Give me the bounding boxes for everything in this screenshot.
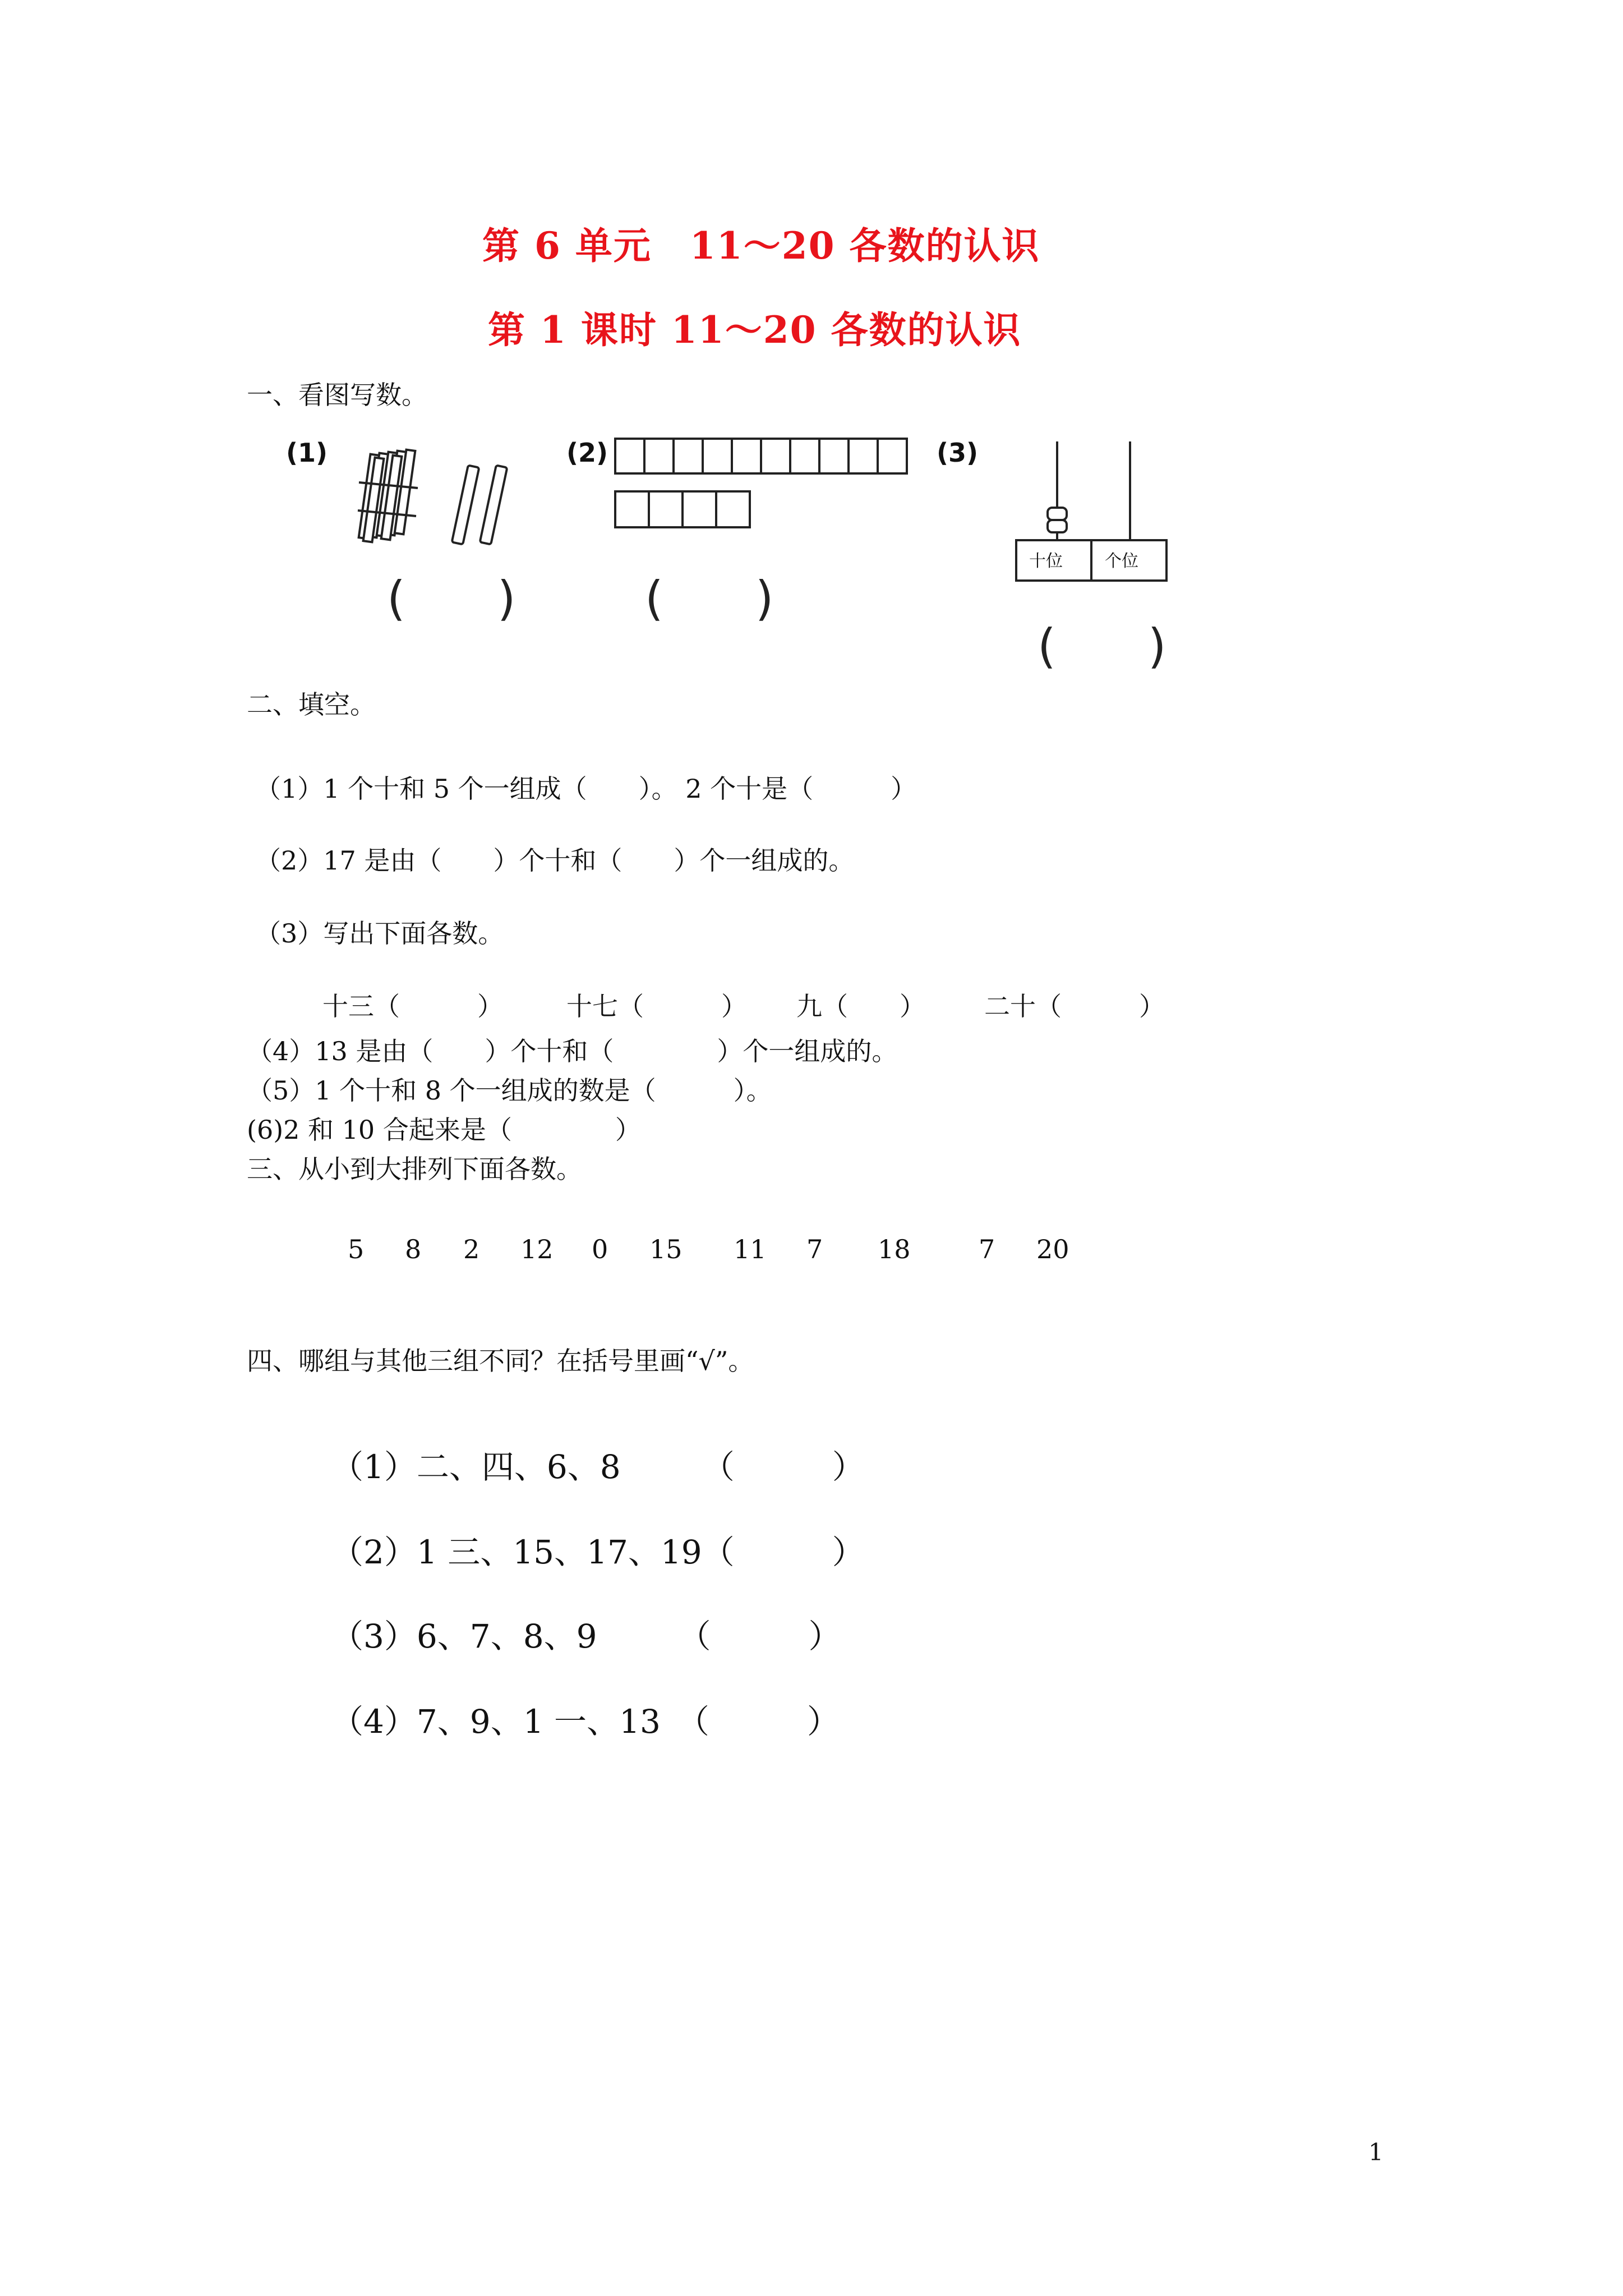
fig1-answer-blank[interactable]: ( ) [387,571,538,626]
section3-heading: 三、从小到大排列下面各数。 [247,1154,582,1184]
fig3-answer-blank[interactable]: ( ) [1038,619,1189,674]
sort-number: 18 [878,1234,911,1264]
single-sticks-icon [449,460,516,550]
sort-number: 7 [806,1234,823,1264]
section1-heading: 一、看图写数。 [247,380,427,410]
fill-q4: （4）13 是由（ ）个十和（ ）个一组成的。 [247,1036,898,1066]
sort-number: 20 [1036,1234,1069,1264]
odd-one-out-item: （1）二、四、6、8 （ ） [331,1448,865,1486]
page-title: 第 6 单元 11～20 各数的认识 [482,224,1040,268]
sort-number: 7 [979,1234,995,1264]
odd-one-out-item: （3）6、7、8、9 （ ） [331,1617,841,1655]
fig1-label: (1) [286,438,328,468]
fill-q6: (6)2 和 10 合起来是（ ） [247,1115,641,1145]
odd-one-out-item: （2）1 三、15、17、19（ ） [331,1533,865,1571]
page-subtitle: 第 1 课时 11～20 各数的认识 [488,308,1022,352]
sort-number: 8 [405,1234,422,1264]
sort-number: 2 [463,1234,480,1264]
fill-q3: （3）写出下面各数。 [255,918,504,949]
sort-number: 15 [649,1234,683,1264]
sort-number: 11 [734,1234,767,1264]
section2-heading: 二、填空。 [247,689,376,720]
fill-q3-item: 二十（ ） [984,991,1165,1022]
fig2-label: (2) [566,438,608,468]
fig3-label: (3) [937,438,979,468]
fill-q2: （2）17 是由（ ）个十和（ ）个一组成的。 [255,845,855,876]
abacus-ones-label: 个位 [1105,551,1138,571]
odd-one-out-item: （4）7、9、1 一、13 （ ） [331,1703,840,1741]
fill-q5: （5）1 个十和 8 个一组成的数是（ ）。 [247,1075,772,1106]
stick-bundle-icon [353,443,426,555]
page-number: 1 [1368,2138,1384,2166]
abacus-tens-label: 十位 [1029,551,1063,571]
fill-q3-item: 十七（ ） [566,991,747,1022]
sort-number: 5 [348,1234,365,1264]
fig2-answer-blank[interactable]: ( ) [645,571,796,626]
fill-q3-item: 十三（ ） [322,991,503,1022]
sort-number: 0 [592,1234,608,1264]
fill-q1: （1）1 个十和 5 个一组成（ ）。 2 个十是（ ） [255,774,917,804]
section4-heading: 四、哪组与其他三组不同？在括号里画“√”。 [247,1346,754,1376]
ten-squares-row [614,438,911,533]
fill-q3-item: 九（ ） [796,991,925,1022]
sort-number: 12 [520,1234,554,1264]
